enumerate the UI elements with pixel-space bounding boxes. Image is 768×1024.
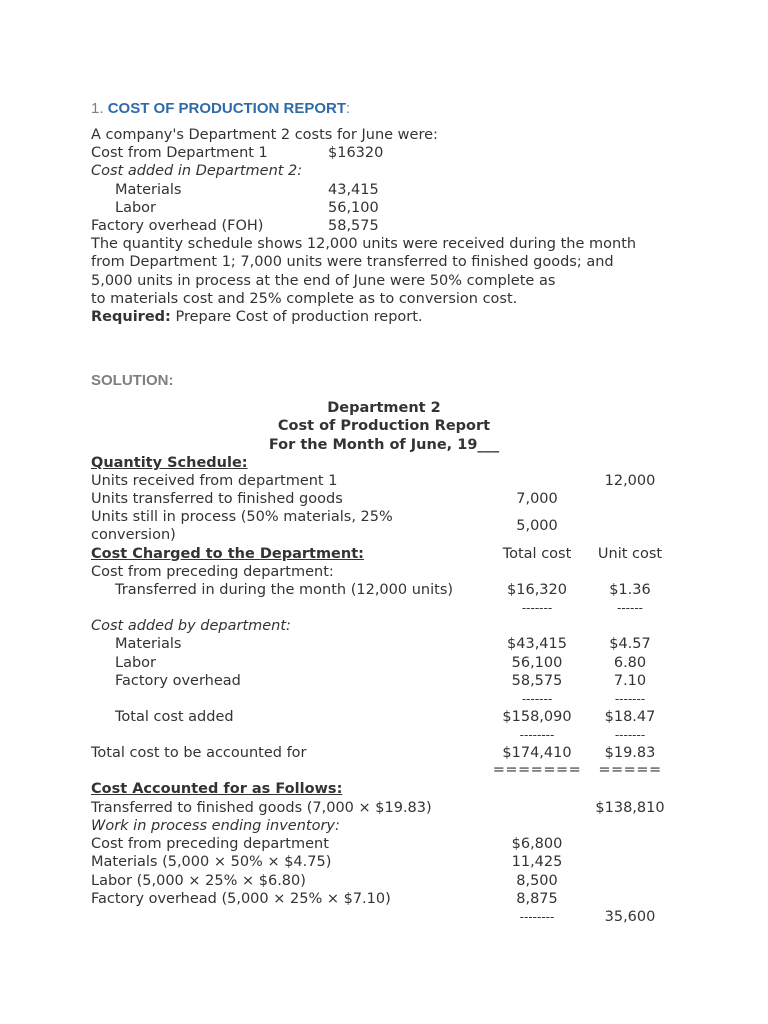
table-row	[91, 617, 677, 635]
document-page	[91, 100, 691, 926]
problem-paragraph-line: The quantity schedule shows 12,000 units were received during the month	[91, 236, 637, 253]
heading-colon: :	[346, 100, 351, 117]
unit-cost-column-header: Unit cost	[597, 545, 663, 562]
row-value: 56,100	[511, 654, 563, 671]
table-row	[91, 835, 677, 853]
heading-title: COST OF PRODUCTION REPORT	[107, 100, 347, 117]
dash-mark: -------	[614, 692, 646, 707]
row-value: 7.10	[613, 672, 647, 689]
foh-row	[91, 217, 691, 235]
dash-mark: -------	[521, 692, 553, 707]
foh-value: 58,575	[328, 218, 379, 235]
row-label: Materials	[115, 636, 182, 653]
problem-paragraph-line: to materials cost and 25% complete as to conversion cost.	[91, 290, 518, 307]
row-value: $1.36	[609, 582, 651, 599]
row-value: $4.57	[609, 636, 651, 653]
row-value: 8,875	[516, 890, 558, 907]
table-row	[91, 799, 677, 817]
cost-dept1-row	[91, 144, 691, 162]
double-rule	[91, 762, 677, 778]
labor-value: 56,100	[328, 199, 379, 216]
total-cost-column-header: Total cost	[502, 545, 572, 562]
materials-value: 43,415	[328, 181, 379, 198]
row-label: Factory overhead (5,000 × 25% × $7.10)	[91, 890, 391, 907]
table-row	[91, 490, 677, 508]
cost-charged-label: Cost Charged to the Department:	[91, 545, 364, 562]
cost-dept1-label: Cost from Department 1	[91, 145, 268, 162]
table-row	[91, 472, 677, 490]
dash-mark: -------	[521, 601, 553, 616]
table-row	[91, 853, 677, 871]
row-value: $158,090	[502, 709, 572, 726]
row-value: $16,320	[507, 582, 567, 599]
cost-charged-header	[91, 545, 677, 563]
row-value: $43,415	[507, 636, 567, 653]
row-label: Materials (5,000 × 50% × $4.75)	[91, 854, 332, 871]
required-line	[91, 308, 691, 326]
required-label: Required:	[91, 309, 171, 326]
solution-label: SOLUTION:	[91, 372, 174, 390]
row-label: Units received from department 1	[91, 473, 338, 490]
dash-mark: ------	[617, 601, 643, 616]
row-value: $6,800	[511, 836, 563, 853]
required-text: Prepare Cost of production report.	[170, 309, 423, 326]
dash-separator	[91, 690, 677, 708]
table-row	[91, 654, 677, 672]
row-value: 58,575	[511, 672, 563, 689]
cost-accounted-label: Cost Accounted for as Follows:	[91, 781, 343, 798]
row-value: 11,425	[511, 854, 563, 871]
table-row	[91, 908, 677, 926]
cost-accounted-header	[91, 780, 677, 798]
row-value: 35,600	[604, 908, 656, 925]
problem-intro: A company's Department 2 costs for June were:	[91, 127, 438, 143]
dash-mark: --------	[519, 909, 555, 924]
report-heading-period: For the Month of June, 19___	[268, 436, 500, 453]
table-row	[91, 563, 677, 581]
table-row	[91, 672, 677, 690]
row-label: Labor (5,000 × 25% × $6.80)	[91, 872, 306, 889]
row-value: $18.47	[604, 709, 656, 726]
materials-label: Materials	[115, 181, 182, 198]
row-label: Transferred in during the month (12,000 units)	[115, 582, 454, 599]
row-value: 12,000	[604, 473, 656, 490]
row-label: Units still in process (50% materials, 25% conversion)	[91, 509, 393, 544]
row-value: 6.80	[613, 654, 647, 671]
table-row	[91, 890, 677, 908]
quantity-schedule-label: Quantity Schedule:	[91, 454, 248, 471]
table-row	[91, 817, 677, 835]
table-row	[91, 744, 677, 762]
table-row	[91, 872, 677, 890]
materials-row	[91, 181, 691, 199]
cost-dept1-value: $16320	[328, 145, 384, 162]
quantity-schedule-header	[91, 454, 677, 472]
report-heading-title: Cost of Production Report	[277, 418, 491, 435]
table-row	[91, 581, 677, 599]
dash-mark: -------	[614, 728, 646, 743]
report-heading-dept: Department 2	[327, 400, 441, 417]
row-value: 8,500	[516, 872, 558, 889]
table-row	[91, 708, 677, 726]
wip-label: Work in process ending inventory:	[91, 817, 340, 834]
row-value: 5,000	[516, 518, 558, 535]
row-value: $19.83	[604, 745, 656, 762]
row-label: Units transferred to finished goods	[91, 491, 343, 508]
row-label: Total cost to be accounted for	[91, 745, 307, 762]
row-value: 7,000	[516, 491, 558, 508]
table-row	[91, 508, 677, 544]
dash-mark: --------	[519, 728, 555, 743]
row-label: Factory overhead	[115, 672, 241, 689]
equals-mark: =====	[598, 762, 662, 779]
row-label: Transferred to finished goods (7,000 × $19.83)	[91, 799, 432, 816]
row-label: Cost from preceding department:	[91, 563, 334, 580]
dash-separator	[91, 599, 677, 617]
table-row	[91, 635, 677, 653]
foh-label: Factory overhead (FOH)	[91, 218, 264, 235]
cost-added-label: Cost added in Department 2:	[91, 163, 303, 180]
row-value: $174,410	[502, 745, 572, 762]
problem-heading	[91, 100, 691, 118]
labor-label: Labor	[115, 199, 157, 216]
problem-paragraph-line: from Department 1; 7,000 units were transferred to finished goods; and	[91, 254, 614, 271]
dash-separator	[91, 726, 677, 744]
labor-row	[91, 199, 691, 217]
row-value: $138,810	[595, 799, 665, 816]
cost-added-by-dept-label: Cost added by department:	[91, 618, 291, 635]
row-label: Labor	[115, 654, 157, 671]
equals-mark: =======	[492, 762, 582, 779]
row-label: Cost from preceding department	[91, 836, 329, 853]
row-label: Total cost added	[115, 709, 234, 726]
problem-paragraph-line: 5,000 units in process at the end of June were 50% complete as	[91, 272, 556, 289]
heading-number: 1.	[91, 100, 104, 117]
